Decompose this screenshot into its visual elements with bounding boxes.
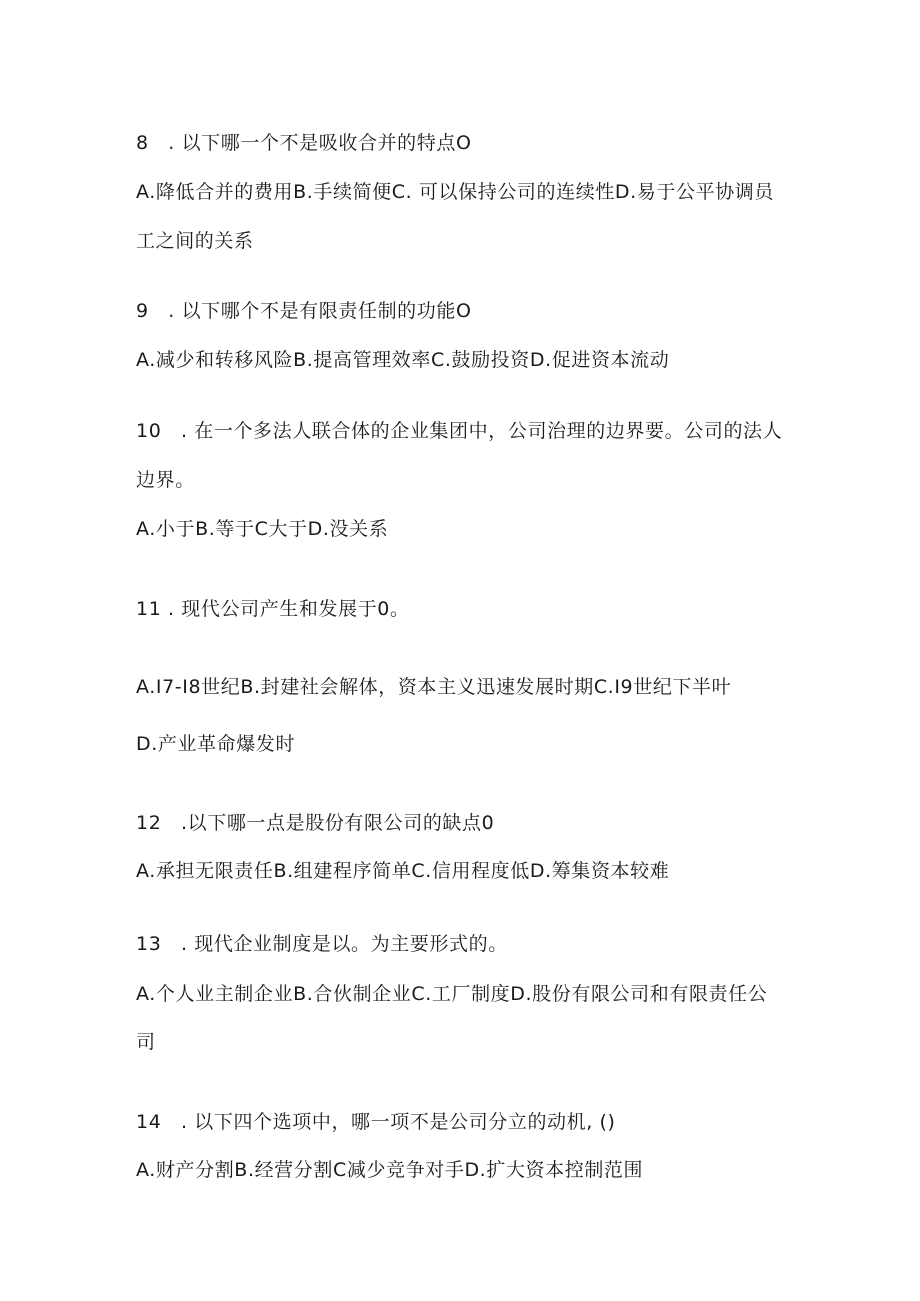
question-14-options: A.财产分割B.经营分割C减少竞争对手D.扩大资本控制范围: [136, 1159, 644, 1181]
question-9-options: A.减少和转移风险B.提高管理效率C.鼓励投资D.促进资本流动: [136, 349, 670, 371]
question-13-stem: 13 . 现代企业制度是以。为主要形式的。: [136, 933, 508, 955]
question-11-stem: 11 . 现代公司产生和发展于0。: [136, 598, 410, 620]
question-10-stem-continued: 边界。: [136, 469, 195, 491]
question-11-options-continued: D.产业革命爆发时: [136, 733, 296, 755]
question-8-options: A.降低合并的费用B.手续简便C. 可以保持公司的连续性D.易于公平协调员: [136, 181, 774, 203]
question-13-options-continued: 司: [136, 1031, 156, 1053]
question-9-stem: 9 . 以下哪个不是有限责任制的功能O: [136, 300, 472, 322]
question-14-stem: 14 . 以下四个选项中，哪一项不是公司分立的动机, (): [136, 1111, 616, 1133]
question-12-stem: 12 .以下哪一点是股份有限公司的缺点0: [136, 812, 495, 834]
question-8-stem: 8 . 以下哪一个不是吸收合并的特点O: [136, 132, 472, 154]
question-12-options: A.承担无限责任B.组建程序简单C.信用程度低D.筹集资本较难: [136, 860, 670, 882]
question-13-options: A.个人业主制企业B.合伙制企业C.工厂制度D.股份有限公司和有限责任公: [136, 983, 768, 1005]
question-10-stem: 10 . 在一个多法人联合体的企业集团中，公司治理的边界要。公司的法人: [136, 420, 783, 442]
question-10-options: A.小于B.等于C大于D.没关系: [136, 518, 389, 540]
question-11-options: A.I7-I8世纪B.封建社会解体，资本主义迅速发展时期C.I9世纪下半叶: [136, 676, 732, 698]
question-8-options-continued: 工之间的关系: [136, 230, 254, 252]
